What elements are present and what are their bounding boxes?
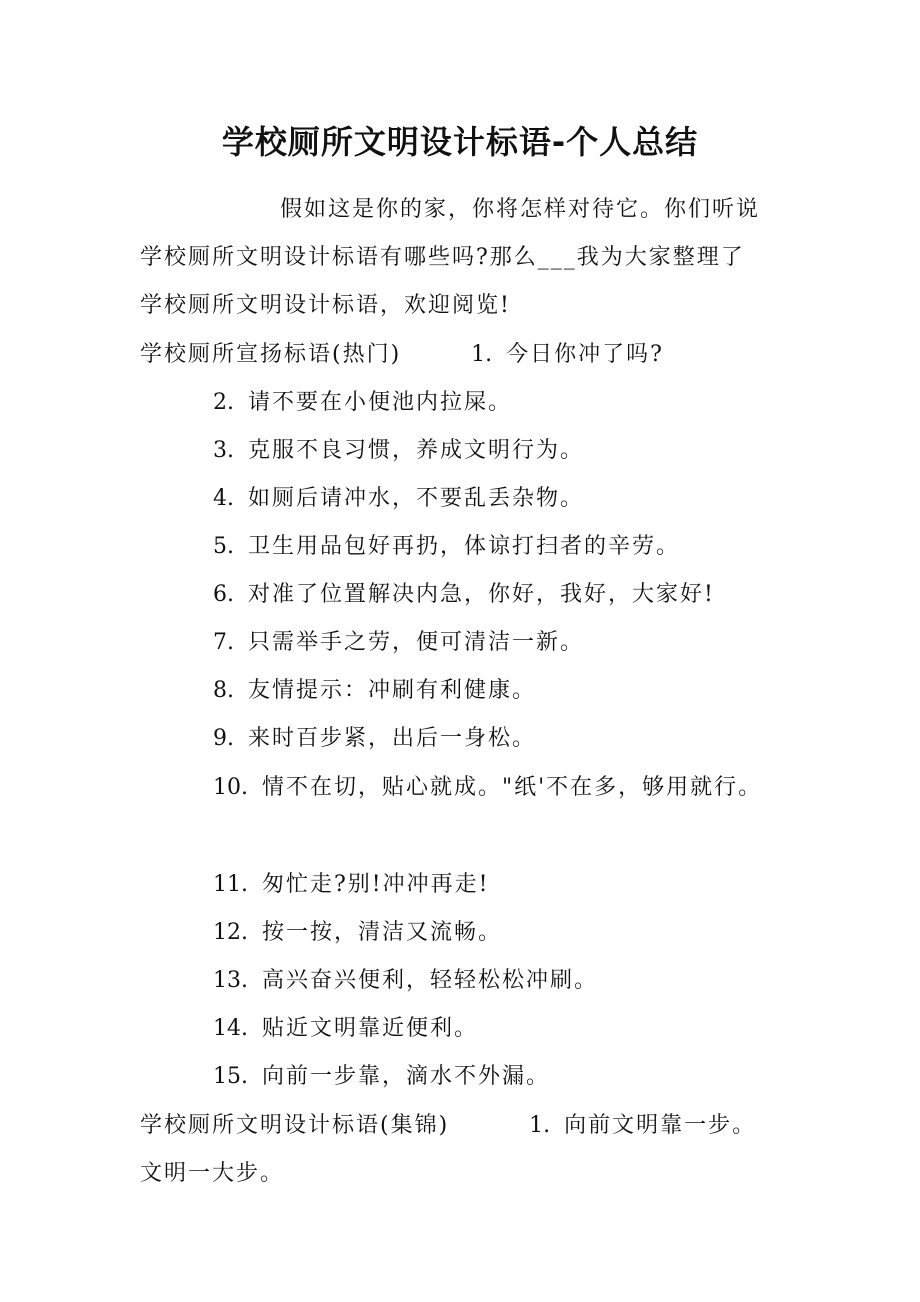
list-item	[213, 869, 489, 901]
list-item-text: 请不要在小便池内拉屎。	[248, 390, 513, 415]
list-item-number: 9.	[213, 726, 234, 751]
list-item-text: 对准了位置解决内急，你好，我好，大家好!	[248, 582, 715, 607]
list-item-number: 14.	[213, 1016, 248, 1041]
list-item-number: 13.	[213, 968, 248, 993]
list-item-number: 10.	[213, 775, 248, 800]
list-item-text: 按一按，清洁又流畅。	[262, 920, 503, 945]
list-item-number: 5.	[213, 534, 234, 559]
list-item	[213, 531, 680, 563]
list-item-text: 情不在切，贴心就成。"纸'不在多，够用就行。	[262, 775, 763, 800]
list-item-number: 1.	[471, 342, 493, 367]
section1-heading: 学校厕所宣扬标语(热门)	[140, 342, 402, 367]
list-item-number: 7.	[213, 630, 234, 655]
list-item	[213, 1013, 478, 1045]
list-item-text: 贴近文明靠近便利。	[262, 1016, 479, 1041]
list-item	[213, 1061, 550, 1093]
list-item-text: 卫生用品包好再扔，体谅打扫者的辛劳。	[248, 534, 681, 559]
list-item-text: 高兴奋兴便利，轻轻松松冲刷。	[262, 968, 599, 993]
list-item	[213, 917, 502, 949]
section2-continuation: 文明一大步。	[140, 1161, 285, 1186]
list-item-number: 6.	[213, 582, 234, 607]
list-item-number: 12.	[213, 920, 248, 945]
list-item-text: 如厕后请冲水，不要乱丢杂物。	[248, 486, 585, 511]
list-item-text: 只需举手之劳，便可清洁一新。	[248, 630, 585, 655]
intro-line-3: 学校厕所文明设计标语，欢迎阅览!	[140, 293, 511, 318]
list-item-number: 4.	[213, 486, 234, 511]
section2-heading: 学校厕所文明设计标语(集锦)	[140, 1113, 450, 1138]
list-item	[213, 483, 584, 515]
list-item-text: 来时百步紧，出后一身松。	[248, 726, 537, 751]
list-item-number: 1.	[529, 1113, 551, 1138]
list-item-text: 友情提示：冲刷有利健康。	[248, 678, 537, 703]
list-item-text: 向前一步靠，滴水不外漏。	[262, 1064, 551, 1089]
section1-heading-line	[140, 339, 664, 371]
list-item	[213, 627, 584, 659]
list-item-text: 向前文明靠一步。	[564, 1113, 757, 1138]
list-item	[213, 675, 536, 707]
list-item	[213, 435, 584, 467]
list-item-number: 15.	[213, 1064, 248, 1089]
intro-line-1: 假如这是你的家，你将怎样对待它。你们听说	[280, 197, 761, 222]
list-item	[213, 579, 715, 611]
section2-heading-line	[140, 1110, 756, 1142]
list-item	[213, 723, 536, 755]
list-item-number: 3.	[213, 438, 234, 463]
list-item-number: 11.	[213, 872, 248, 897]
list-item-text: 克服不良习惯，养成文明行为。	[248, 438, 585, 463]
list-item-text: 今日你冲了吗?	[506, 342, 664, 367]
list-item-number: 8.	[213, 678, 234, 703]
document-title: 学校厕所文明设计标语-个人总结	[221, 123, 699, 161]
intro-line-2: 学校厕所文明设计标语有哪些吗?那么___我为大家整理了	[140, 245, 745, 270]
list-item-number: 2.	[213, 390, 234, 415]
list-item-text: 匆忙走?别!冲冲再走!	[262, 872, 490, 897]
list-item	[213, 387, 512, 419]
list-item	[213, 965, 598, 997]
list-item	[213, 772, 762, 804]
